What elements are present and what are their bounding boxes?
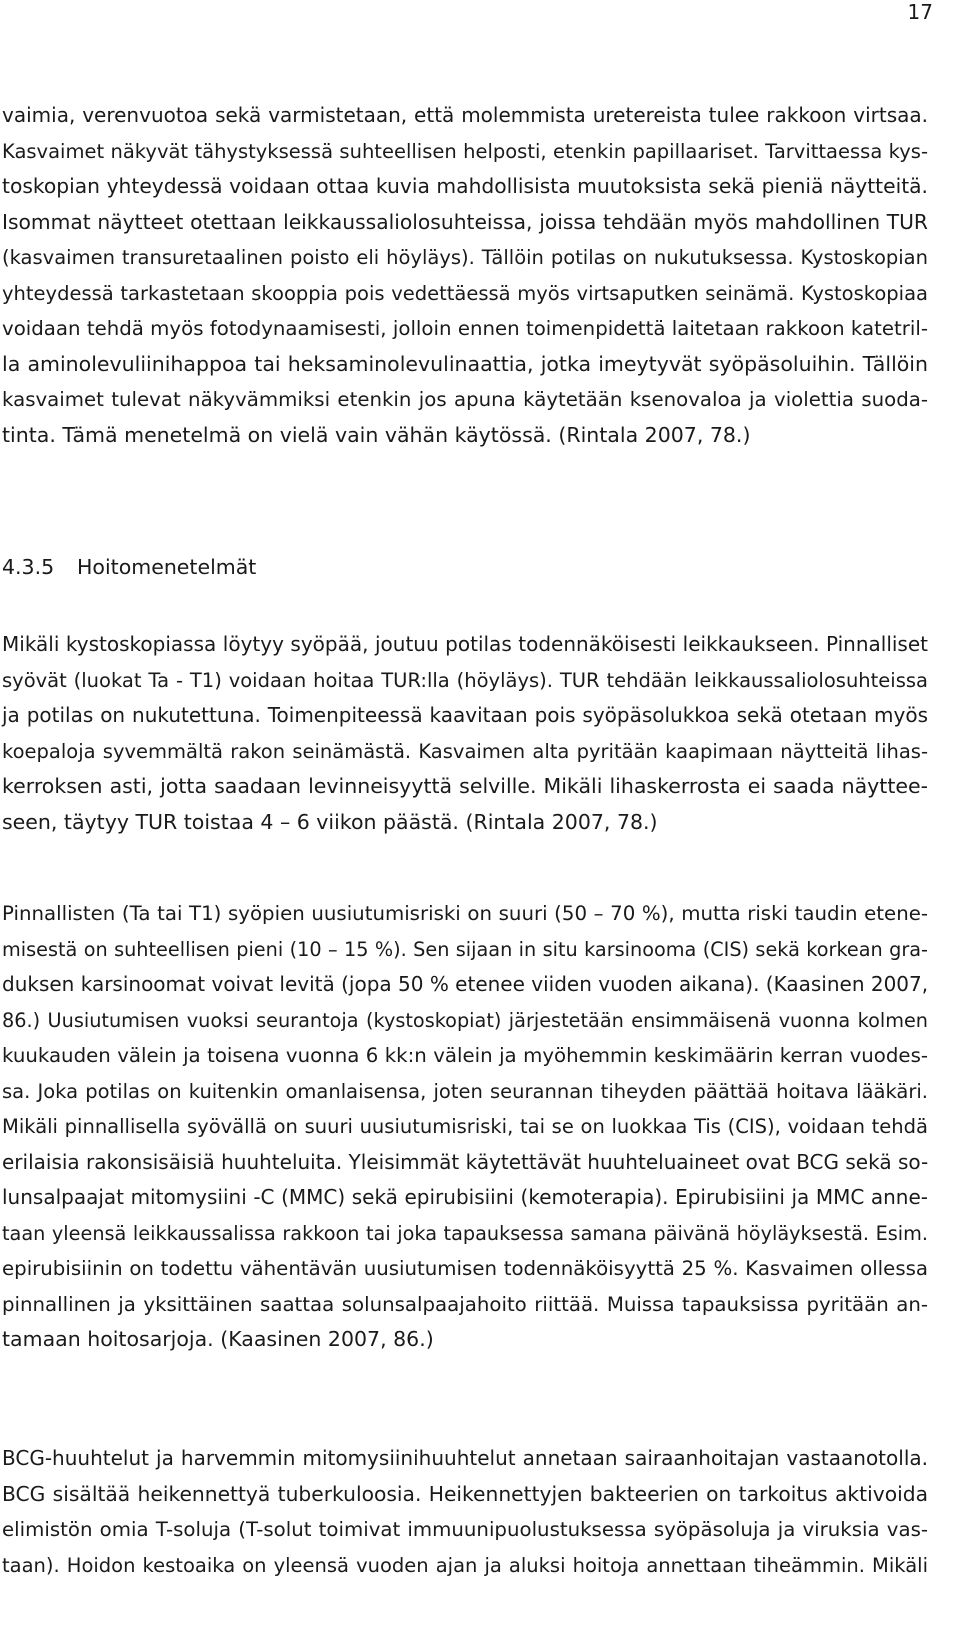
text-line: vaimia, verenvuotoa sekä varmistetaan, että molemmista uretereista tulee rakkoon virtsaa. xyxy=(2,103,928,127)
text-line: Mikäli kystoskopiassa löytyy syöpää, joutuu potilas todennäköisesti leikkaukseen. Pinnalliset xyxy=(2,632,928,656)
text-line: pinnallinen ja yksittäinen saattaa solunsalpaajahoito riittää. Muissa tapauksissa pyritään an- xyxy=(2,1292,928,1316)
text-line: tamaan hoitosarjoja. (Kaasinen 2007, 86.) xyxy=(2,1327,434,1351)
section-number: 4.3.5 xyxy=(2,555,55,579)
section-title: Hoitomenetelmät xyxy=(77,555,257,579)
paragraph-kystoskopia xyxy=(2,98,928,453)
text-line: (kasvaimen transuretaalinen poisto eli höyläys). Tällöin potilas on nukutuksessa. Kystoskopian xyxy=(2,246,928,269)
text-line: Kasvaimet näkyvät tähystyksessä suhteellisen helposti, etenkin papillaariset. Tarvittaessa kys- xyxy=(2,139,928,163)
text-line: taan yleensä leikkaussalissa rakkoon tai joka tapauksessa samana päivänä höyläyksestä. Esim. xyxy=(2,1221,928,1245)
text-line: kasvaimet tulevat näkyvämmiksi etenkin jos apuna käytetään ksenovaloa ja violettia suoda- xyxy=(2,388,928,411)
text-line: elimistön omia T-soluja (T-solut toimivat immuunipuolustuksessa syöpäsoluja ja viruksia vas- xyxy=(2,1518,928,1541)
paragraph-bcg xyxy=(2,1441,928,1583)
text-line: kuukauden välein ja toisena vuonna 6 kk:n välein ja myöhemmin keskimäärin kerran vuodes- xyxy=(2,1044,928,1067)
text-line: BCG sisältää heikennettyä tuberkuloosia. Heikennettyjen bakteerien on tarkoitus aktivoida xyxy=(2,1481,928,1506)
text-line: yhteydessä tarkastetaan skooppia pois vedettäessä myös virtsaputken seinämä. Kystoskopiaa xyxy=(2,281,928,305)
text-line: epirubisiinin on todettu vähentävän uusiutumisen todennäköisyyttä 25 %. Kasvaimen ollessa xyxy=(2,1257,928,1280)
paragraph-uusiutuminen xyxy=(2,896,928,1358)
text-line: lunsalpaajat mitomysiini -C (MMC) sekä epirubisiini (kemoterapia). Epirubisiini ja MMC anne- xyxy=(2,1185,928,1209)
text-line: syövät (luokat Ta - T1) voidaan hoitaa TUR:lla (höyläys). TUR tehdään leikkaussaliolosuhteissa xyxy=(2,668,928,692)
text-line: kerroksen asti, jotta saadaan levinneisyyttä selville. Mikäli lihaskerrosta ei saada näyttee- xyxy=(2,774,928,798)
text-line: tinta. Tämä menetelmä on vielä vain vähän käytössä. (Rintala 2007, 78.) xyxy=(2,422,751,447)
text-line: misestä on suhteellisen pieni (10 – 15 %). Sen sijaan in situ karsinooma (CIS) sekä korkean gra- xyxy=(2,937,928,961)
page-number: 17 xyxy=(907,0,933,24)
text-line: BCG-huuhtelut ja harvemmin mitomysiinihuuhtelut annetaan sairaanhoitajan vastaanotolla. xyxy=(2,1446,928,1470)
text-line: Pinnallisten (Ta tai T1) syöpien uusiutumisriski on suuri (50 – 70 %), mutta riski taudin etene- xyxy=(2,902,928,925)
text-line: sa. Joka potilas on kuitenkin omanlaisensa, joten seurannan tiheyden päättää hoitava lääkäri. xyxy=(2,1079,928,1103)
section-heading xyxy=(2,550,256,586)
text-line: erilaisia rakonsisäisiä huuhteluita. Yleisimmät käytettävät huuhteluaineet ovat BCG sekä so- xyxy=(2,1149,929,1174)
text-line: seen, täytyy TUR toistaa 4 – 6 viikon päästä. (Rintala 2007, 78.) xyxy=(2,809,658,834)
text-line: Isommat näytteet otettaan leikkaussaliolosuhteissa, joissa tehdään myös mahdollinen TUR xyxy=(2,209,928,234)
text-line: ja potilas on nukutettuna. Toimenpiteessä kaavitaan pois syöpäsolukkoa sekä otetaan myös xyxy=(2,703,928,727)
text-line: la aminolevuliinihappoa tai heksaminolevulinaattia, jotka imeytyvät syöpäsoluihin. Tällöin xyxy=(2,351,928,376)
text-line: toskopian yhteydessä voidaan ottaa kuvia mahdollisista muutoksista sekä pieniä näytteitä. xyxy=(2,174,928,198)
text-line: voidaan tehdä myös fotodynaamisesti, jolloin ennen toimenpidettä laitetaan rakkoon katetril- xyxy=(2,317,928,340)
text-line: Mikäli pinnallisella syövällä on suuri uusiutumisriski, tai se on luokkaa Tis (CIS), voidaan tehdä xyxy=(2,1115,928,1138)
paragraph-leikkaus xyxy=(2,627,928,840)
text-line: duksen karsinoomat voivat levitä (jopa 50 % etenee viiden vuoden aikana). (Kaasinen 2007, xyxy=(2,972,929,996)
text-line: koepaloja syvemmältä rakon seinämästä. Kasvaimen alta pyritään kaapimaan näytteitä lihas- xyxy=(2,739,928,763)
text-line: taan). Hoidon kestoaika on yleensä vuoden ajan ja aluksi hoitoja annettaan tiheämmin. Mikäli xyxy=(2,1553,928,1577)
text-line: 86.) Uusiutumisen vuoksi seurantoja (kystoskopiat) järjestetään ensimmäisenä vuonna kolmen xyxy=(2,1008,928,1032)
